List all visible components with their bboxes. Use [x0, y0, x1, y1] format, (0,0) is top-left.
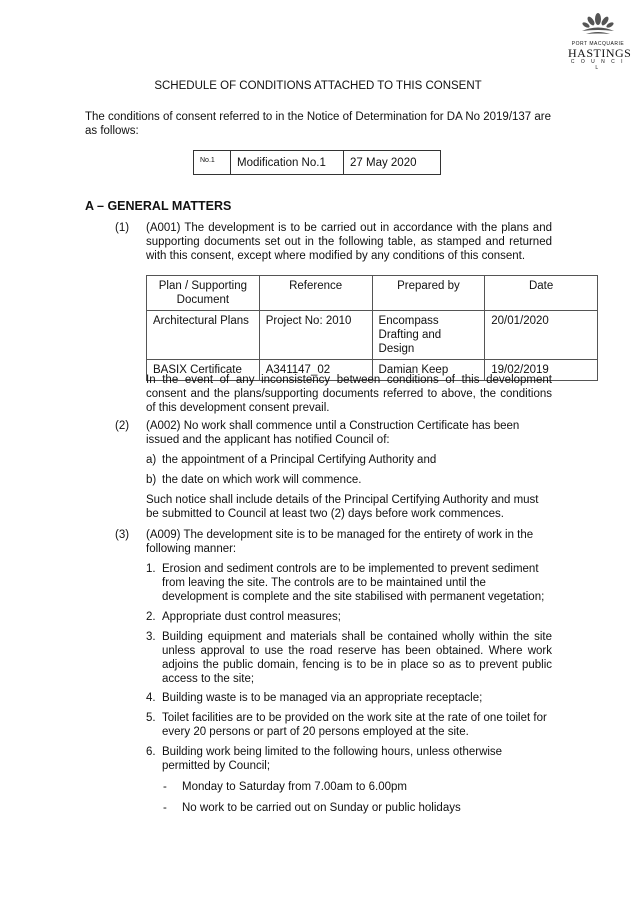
list-item-label: 1. — [146, 563, 156, 575]
list-item-label: 2. — [146, 611, 156, 623]
council-logo — [568, 10, 632, 71]
list-item-label: 6. — [146, 746, 156, 758]
hours-text: Monday to Saturday from 7.00am to 6.00pm — [182, 781, 408, 793]
table-cell: Damian Keep — [372, 360, 485, 381]
condition-2-after: Such notice shall include details of the Principal Certifying Authority and must be submitted to Council at least two (2) days before work commences. — [146, 494, 539, 520]
logo-line-2: HASTINGS — [568, 46, 632, 60]
table-cell: 20/01/2020 — [485, 311, 598, 360]
table-header: Date — [485, 276, 598, 311]
table-row — [147, 311, 598, 360]
list-item-text: the date on which work will commence. — [162, 474, 362, 486]
condition-1-after: In the event of any inconsistency between conditions of this development consent and the plans/supporting documents referred to above, the conditions of this development consent prevail. — [146, 374, 552, 414]
table-header: Prepared by — [372, 276, 485, 311]
dash-bullet: - — [163, 802, 167, 814]
table-cell: 19/02/2019 — [485, 360, 598, 381]
modification-name: Modification No.1 — [231, 151, 344, 175]
dash-bullet: - — [163, 781, 167, 793]
list-item-text: Appropriate dust control measures; — [162, 611, 341, 623]
condition-2-number: (2) — [115, 420, 130, 432]
table-cell: BASIX Certificate — [147, 360, 260, 381]
list-item-label: a) — [146, 454, 157, 466]
list-item-text: Building work being limited to the following hours, unless otherwise permitted by Council; — [162, 746, 503, 772]
list-item-label: b) — [146, 474, 157, 486]
table-cell: Project No: 2010 — [259, 311, 372, 360]
table-cell: Encompass Drafting and Design — [372, 311, 485, 360]
table-header-row — [147, 276, 598, 311]
list-item-label: 5. — [146, 712, 156, 724]
logo-line-1: PORT MACQUARIE — [571, 41, 625, 47]
modification-table — [193, 150, 441, 175]
section-heading: A – GENERAL MATTERS — [85, 199, 232, 213]
list-item-text: the appointment of a Principal Certifying Authority and — [162, 454, 437, 466]
condition-1-text: (A001) The development is to be carried out in accordance with the plans and supporting documents set out in the following table, as stamped and returned with this consent, except where modified by any conditions of this consent. — [146, 222, 552, 262]
table-header: Reference — [259, 276, 372, 311]
list-item-label: 3. — [146, 631, 156, 643]
list-item-label: 4. — [146, 692, 156, 704]
modification-date: 27 May 2020 — [344, 151, 441, 175]
intro-paragraph: The conditions of consent referred to in the Notice of Determination for DA No 2019/137 are as follows: — [85, 111, 552, 137]
list-item-text: Building equipment and materials shall be contained wholly within the site unless approval to use the road reserve has been obtained. Where work adjoins the public domain, fencing is to be in place so as to prevent public access to the site; — [162, 631, 552, 685]
condition-3-number: (3) — [115, 529, 130, 541]
lotus-flower-icon — [578, 10, 618, 36]
table-cell: A341147_02 — [259, 360, 372, 381]
condition-2-text: (A002) No work shall commence until a Construction Certificate has been issued and the applicant has notified Council of: — [146, 420, 520, 446]
table-cell: Architectural Plans — [147, 311, 260, 360]
modification-no: No.1 — [194, 151, 231, 175]
list-item-text: Toilet facilities are to be provided on the work site at the rate of one toilet for every 20 persons or part of 20 persons employed at the site. — [162, 712, 547, 738]
plans-table — [146, 275, 598, 381]
list-item-text: Building waste is to be managed via an appropriate receptacle; — [162, 692, 483, 704]
hours-text: No work to be carried out on Sunday or public holidays — [182, 802, 461, 814]
page-title: SCHEDULE OF CONDITIONS ATTACHED TO THIS CONSENT — [154, 80, 482, 92]
condition-3-text: (A009) The development site is to be managed for the entirety of work in the following manner: — [146, 529, 534, 555]
list-item-text: Erosion and sediment controls are to be implemented to prevent sediment from leaving the site. The controls are to be maintained until the development is complete and the site stabilised with permanent vegetation; — [162, 563, 545, 603]
condition-1-number: (1) — [115, 222, 130, 234]
table-header: Plan / Supporting Document — [147, 276, 260, 311]
logo-line-3: C O U N C I L — [570, 59, 626, 71]
